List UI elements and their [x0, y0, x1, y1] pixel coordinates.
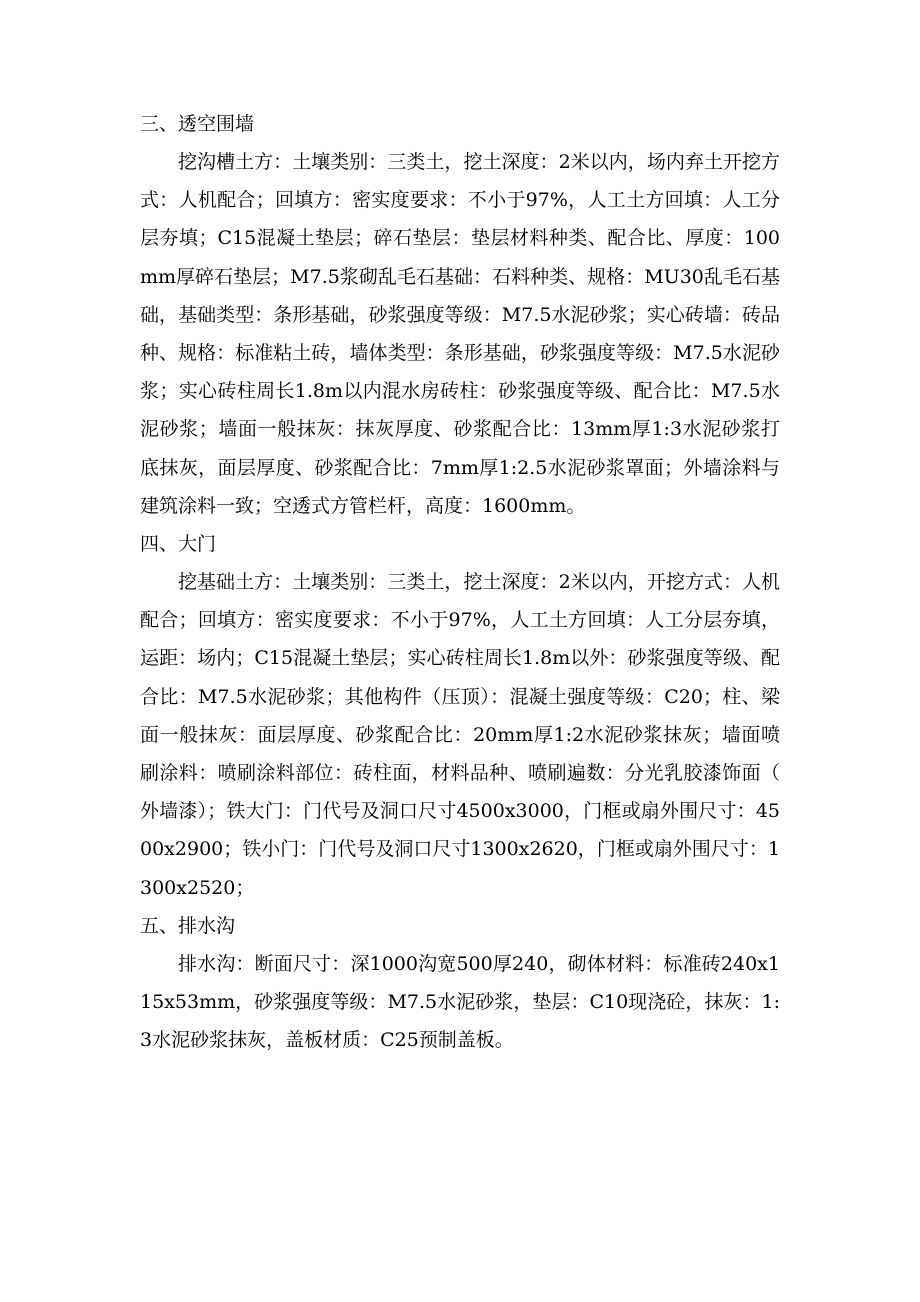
- section-paragraph: 排水沟：断面尺寸：深1000沟宽500厚240，砌体材料：标准砖240x115x53mm，砂浆强度等级：M7.5水泥砂浆，垫层：C10现浇砼，抹灰：1:3水泥砂浆抹灰，盖板材质：C25预制盖板。: [140, 952, 780, 1052]
- section-paragraph: 挖沟槽土方：土壤类别：三类土，挖土深度：2米以内，场内弃土开挖方式：人机配合；回填方：密实度要求：不小于97%，人工土方回填：人工分层夯填；C15混凝土垫层；碎石垫层：垫层材料种类、配合比、厚度：100mm厚碎石垫层；M7.5浆砌乱毛石基础：石料种类、规格：MU30乱毛石基础，基础类型：条形基础，砂浆强度等级：M7.5水泥砂浆；实心砖墙：砖品种、规格：标准粘土砖，墙体类型：条形基础，砂浆强度等级：M7.5水泥砂浆；实心砖柱周长1.8m以内混水房砖柱：砂浆强度等级、配合比：M7.5水泥砂浆；墙面一般抹灰：抹灰厚度、砂浆配合比：13mm厚1:3水泥砂浆打底抹灰，面层厚度、砂浆配合比：7mm厚1:2.5水泥砂浆罩面；外墙涂料与建筑涂料一致；空透式方管栏杆，高度：1600mm。: [140, 151, 780, 517]
- section-wall: [140, 105, 780, 525]
- section-paragraph: 挖基础土方：土壤类别：三类土，挖土深度：2米以内，开挖方式：人机配合；回填方：密实度要求：不小于97%，人工土方回填：人工分层夯填，运距：场内；C15混凝土垫层；实心砖柱周长1.8m以外：砂浆强度等级、配合比：M7.5水泥砂浆；其他构件（压顶）：混凝土强度等级：C20；柱、梁面一般抹灰：面层厚度、砂浆配合比：20mm厚1:2水泥砂浆抹灰；墙面喷刷涂料：喷刷涂料部位：砖柱面，材料品种、喷刷遍数：分光乳胶漆饰面（外墙漆）；铁大门：门代号及洞口尺寸4500x3000，门框或扇外围尺寸：4500x2900；铁小门：门代号及洞口尺寸1300x2620，门框或扇外围尺寸：1300x2520；: [140, 571, 780, 899]
- document-page: [140, 105, 780, 1059]
- section-drainage: [140, 907, 780, 1060]
- section-heading: 四、大门: [140, 533, 217, 556]
- section-heading: 三、透空围墙: [140, 113, 255, 135]
- section-heading: 五、排水沟: [140, 914, 236, 937]
- section-gate: [140, 525, 780, 907]
